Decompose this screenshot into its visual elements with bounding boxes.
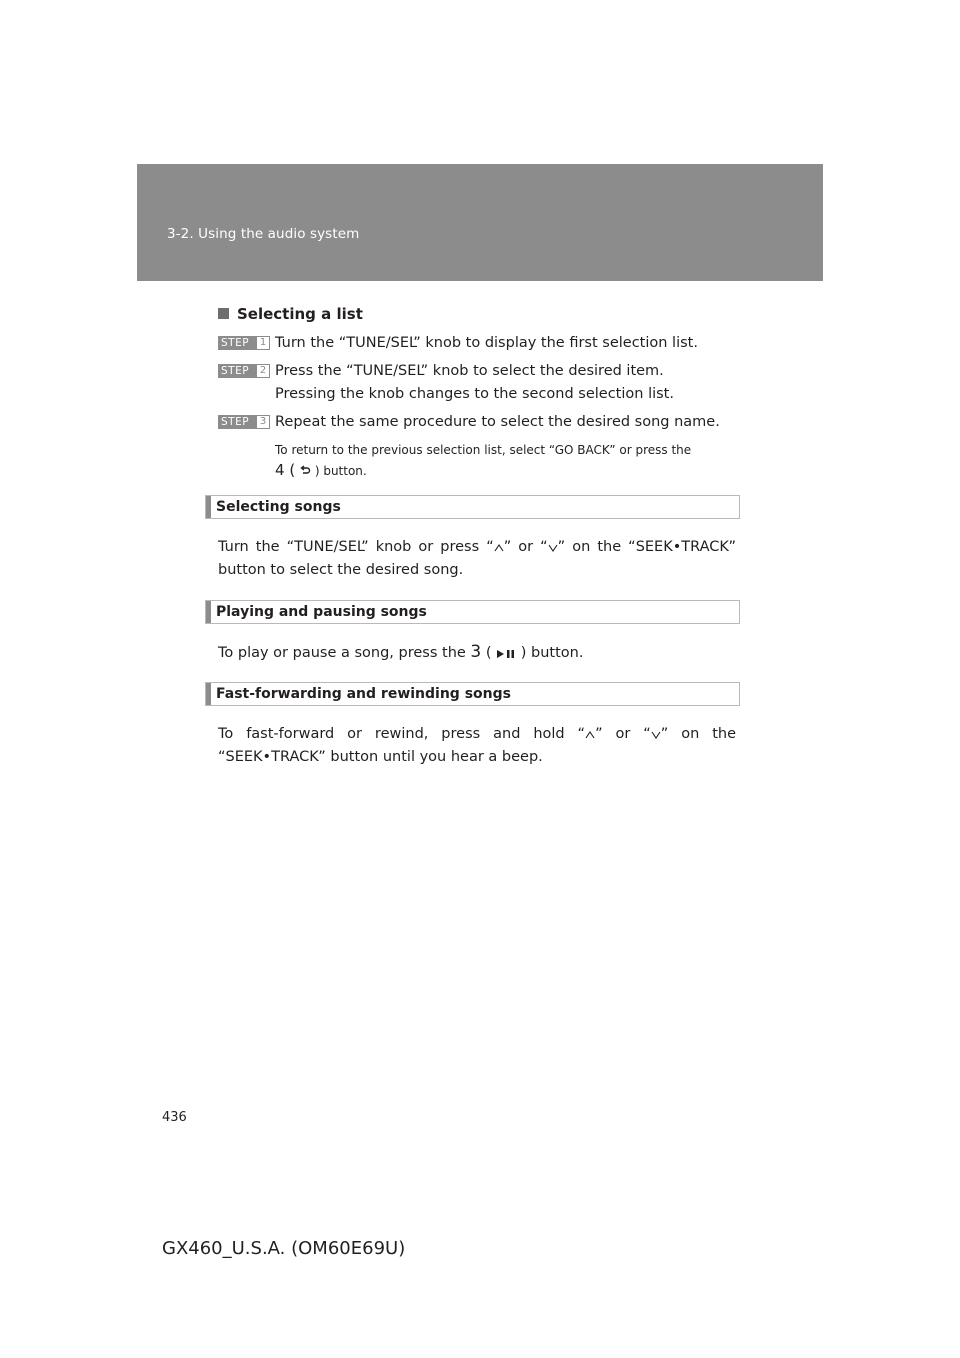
step-text: Turn the “TUNE/SEL” knob to display the first selection list.	[275, 335, 698, 351]
text-run: ) button.	[520, 645, 584, 661]
step-badge	[218, 336, 270, 350]
section-title: Fast-forwarding and rewinding songs	[216, 686, 511, 702]
note-close-text: ) button.	[314, 464, 367, 478]
subsection-title-text: Selecting a list	[237, 305, 363, 323]
step-text-continued: Pressing the knob changes to the second selection list.	[275, 386, 674, 402]
step-text: Press the “TUNE/SEL” knob to select the desired item.	[275, 363, 664, 379]
note	[275, 440, 691, 481]
section-header-fast-forward	[205, 682, 740, 706]
text-run: (	[481, 645, 492, 661]
step-badge	[218, 364, 270, 378]
section-header-playing-pausing	[205, 600, 740, 624]
section-title: Selecting songs	[216, 499, 341, 515]
paragraph-line-2: “SEEK•TRACK” button until you hear a beep.	[218, 749, 543, 765]
step-badge-word: STEP	[221, 365, 250, 377]
paragraph-line-1	[218, 536, 736, 559]
text-run: ” on the “SEEK•TRACK”	[557, 539, 736, 555]
step-badge-number: 1	[257, 337, 269, 349]
up-caret-icon	[494, 543, 504, 553]
step-badge-number: 3	[257, 416, 269, 428]
button-number: 4	[275, 461, 285, 479]
back-arrow-icon	[299, 465, 311, 477]
subsection-title	[218, 305, 363, 323]
down-caret-icon	[548, 543, 558, 553]
section-header-selecting-songs	[205, 495, 740, 519]
model-code: GX460_U.S.A. (OM60E69U)	[162, 1238, 406, 1259]
text-run: To fast-forward or rewind, press and hold “	[218, 726, 586, 742]
paragraph-playing-pausing	[218, 641, 736, 665]
note-line-2	[275, 460, 691, 481]
up-caret-icon	[585, 730, 595, 740]
section-header-bar	[206, 601, 211, 623]
text-run: ” or “	[595, 726, 651, 742]
section-title: Playing and pausing songs	[216, 604, 427, 620]
text-run: ” or “	[503, 539, 548, 555]
paragraph-line-1	[218, 723, 736, 746]
section-header-bar	[206, 683, 211, 705]
note-open-paren: (	[284, 461, 296, 479]
note-line-1: To return to the previous selection list, select “GO BACK” or press the	[275, 443, 692, 457]
paragraph-selecting-songs	[218, 536, 736, 582]
step-badge-word: STEP	[221, 337, 250, 349]
step-badge-word: STEP	[221, 416, 250, 428]
section-header-bar	[206, 496, 211, 518]
text-run: To play or pause a song, press the	[218, 645, 471, 661]
down-caret-icon	[651, 730, 661, 740]
header-bar	[137, 164, 823, 281]
section-breadcrumb: 3-2. Using the audio system	[167, 226, 360, 242]
text-run: Turn the “TUNE/SEL” knob or press “	[218, 539, 494, 555]
play-pause-icon	[496, 649, 516, 659]
square-bullet-icon	[218, 308, 229, 319]
step-badge-number: 2	[257, 365, 269, 377]
step-badge	[218, 415, 270, 429]
button-number: 3	[470, 642, 482, 662]
page-number: 436	[162, 1110, 187, 1125]
text-run: ” on the	[660, 726, 737, 742]
paragraph-line-2: button to select the desired song.	[218, 562, 464, 578]
step-text: Repeat the same procedure to select the desired song name.	[275, 414, 720, 430]
paragraph-fast-forward	[218, 723, 736, 769]
